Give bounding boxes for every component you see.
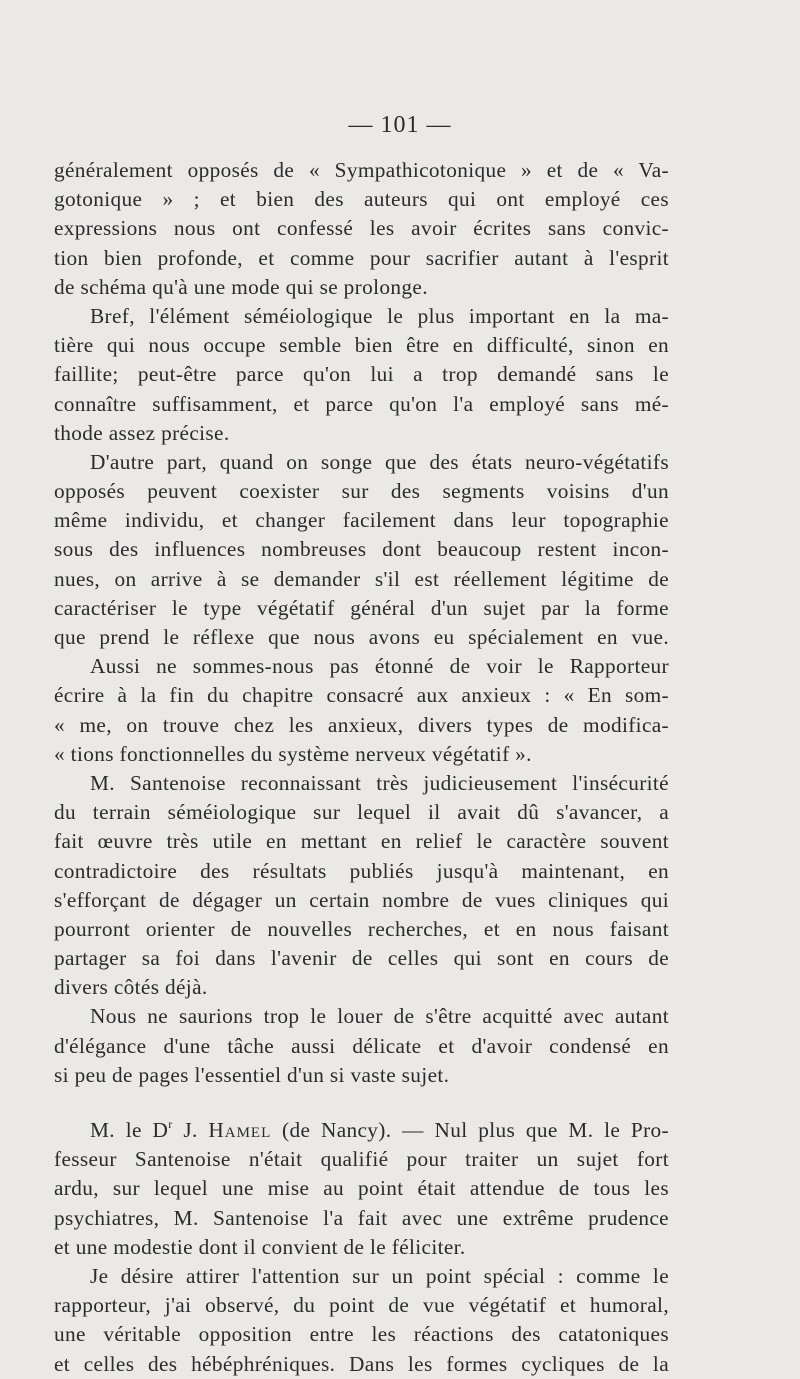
text-line: tion bien profonde, et comme pour sacrifier autant à l'esprit	[54, 245, 669, 270]
paragraph-8	[54, 1262, 669, 1379]
text-line: « tions fonctionnelles du système nerveux végétatif ».	[54, 741, 532, 766]
paragraph-6	[54, 1002, 669, 1090]
speaker-line	[54, 1116, 669, 1145]
paragraph-2	[54, 302, 669, 448]
text-line: d'élégance d'une tâche aussi délicate et d'avoir condensé en	[54, 1033, 669, 1058]
speaker-title-sup: r	[168, 1117, 173, 1131]
text-line: écrire à la fin du chapitre consacré aux anxieux : « En som-	[54, 683, 669, 708]
text-line: faillite; peut-être parce qu'on lui a trop demandé sans le	[54, 362, 669, 387]
text-line: Bref, l'élément séméiologique le plus important en la ma-	[90, 303, 669, 328]
speaker-rest: (de Nancy). — Nul plus que M. le Pro-	[271, 1118, 669, 1142]
text-line: expressions nous ont confessé les avoir écrites sans convic-	[54, 216, 669, 241]
text-line: caractériser le type végétatif général d'un sujet par la forme	[54, 595, 669, 620]
paragraph-7	[54, 1116, 669, 1262]
paragraph-5	[54, 769, 669, 1003]
text-line: pourront orienter de nouvelles recherches, et en nous faisant	[54, 916, 669, 941]
text-line: opposés peuvent coexister sur des segments voisins d'un	[54, 479, 669, 504]
text-line: s'efforçant de dégager un certain nombre de vues cliniques qui	[54, 887, 669, 912]
text-line: de schéma qu'à une mode qui se prolonge.	[54, 274, 428, 299]
text-line: fait œuvre très utile en mettant en relief le caractère souvent	[54, 829, 669, 854]
text-line: fesseur Santenoise n'était qualifié pour traiter un sujet fort	[54, 1147, 669, 1172]
page-number: — 101 —	[348, 112, 452, 138]
paragraph-1	[54, 156, 669, 302]
speaker-initial: J.	[172, 1118, 209, 1142]
text-line: et celles des hébéphréniques. Dans les formes cycliques de la	[54, 1351, 669, 1376]
text-line: « me, on trouve chez les anxieux, divers types de modifica-	[54, 712, 669, 737]
text-line: connaître suffisamment, et parce qu'on l'a employé sans mé-	[54, 391, 669, 416]
text-line: partager sa foi dans l'avenir de celles qui sont en cours de	[54, 946, 669, 971]
text-line: Je désire attirer l'attention sur un point spécial : comme le	[90, 1263, 669, 1288]
text-line: divers côtés déjà.	[54, 975, 208, 1000]
text-line: rapporteur, j'ai observé, du point de vue végétatif et humoral,	[54, 1293, 669, 1318]
text-line: tière qui nous occupe semble bien être en difficulté, sinon en	[54, 333, 669, 358]
text-line: nues, on arrive à se demander s'il est réellement légitime de	[54, 566, 669, 591]
text-line: Aussi ne sommes-nous pas étonné de voir le Rapporteur	[90, 654, 669, 679]
text-line: thode assez précise.	[54, 420, 230, 445]
text-line: gotonique » ; et bien des auteurs qui ont employé ces	[54, 187, 669, 212]
text-line: Nous ne saurions trop le louer de s'être acquitté avec autant	[90, 1004, 669, 1029]
body-text	[54, 156, 669, 1379]
paragraph-3	[54, 448, 669, 652]
text-line: D'autre part, quand on songe que des états neuro-végétatifs	[90, 449, 669, 474]
text-line: M. Santenoise reconnaissant très judicieusement l'insécurité	[90, 770, 669, 795]
text-line: que prend le réflexe que nous avons eu spécialement en vue.	[54, 625, 669, 649]
speaker-name: Hamel	[208, 1118, 272, 1142]
text-line: du terrain séméiologique sur lequel il avait dû s'avancer, a	[54, 800, 669, 825]
text-line: généralement opposés de « Sympathicotonique » et de « Va-	[54, 158, 669, 182]
speaker-prefix: M. le D	[90, 1118, 169, 1142]
text-line: et une modestie dont il convient de le féliciter.	[54, 1234, 466, 1259]
text-line: psychiatres, M. Santenoise l'a fait avec une extrême prudence	[54, 1205, 669, 1230]
section-gap	[54, 1090, 669, 1116]
text-line: contradictoire des résultats publiés jusqu'à maintenant, en	[54, 858, 669, 883]
text-line: une véritable opposition entre les réactions des catatoniques	[54, 1322, 669, 1347]
text-line: sous des influences nombreuses dont beaucoup restent incon-	[54, 537, 669, 562]
text-line: ardu, sur lequel une mise au point était attendue de tous les	[54, 1176, 669, 1201]
paragraph-4	[54, 652, 669, 769]
text-line: même individu, et changer facilement dans leur topographie	[54, 508, 669, 533]
text-line: si peu de pages l'essentiel d'un si vaste sujet.	[54, 1062, 450, 1087]
